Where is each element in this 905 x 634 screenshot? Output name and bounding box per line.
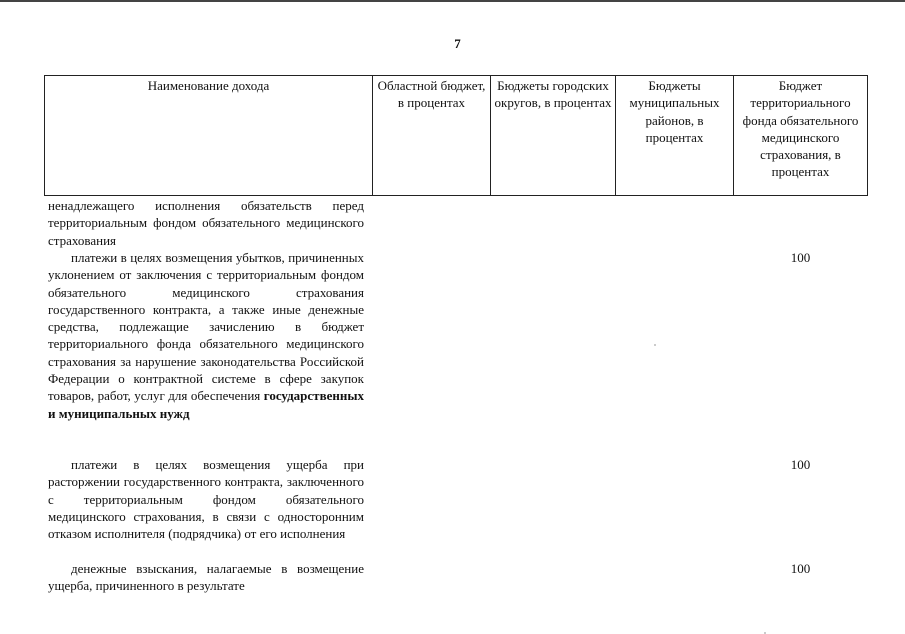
revenue-row-text: денежные взыскания, налагаемые в возмещение ущерба, причиненного в результате: [48, 561, 364, 594]
header-row: [45, 76, 868, 196]
column-header-regional-budget: Областной бюджет, в процентах: [373, 76, 491, 196]
revenue-table-header: [44, 75, 868, 196]
page-number: 7: [454, 36, 461, 51]
revenue-row-text: платежи в целях возмещения ущерба при расторжении государственного контракта, заключенного с территориальным фондом обязательного медицинского страхования, в связи с односторонним отказом исполнителя (подрядчика) от его исполнения: [48, 457, 364, 542]
revenue-row-continuation: [48, 197, 364, 249]
revenue-row-bold-tail: государственных и муниципальных нужд: [48, 388, 364, 421]
revenue-row-contract-evasion: [48, 249, 364, 422]
revenue-row-text: ненадлежащего исполнения обязательств перед территориальным фондом обязательного медицинского страхования: [48, 198, 364, 248]
column-header-municipal-districts: Бюджеты муниципальных районов, в процентах: [616, 76, 734, 196]
column-header-revenue-name: Наименование дохода: [45, 76, 373, 196]
tfoms-percent-cell: 100: [790, 457, 811, 472]
revenue-row-text: платежи в целях возмещения убытков, причиненных уклонением от заключения с территориальным фондом обязательного медицинского страхования государственного контракта, а также иные денежные средства, подлежащие зачислению в бюджет территориального фонда обязательного медицинского страхования за нарушение законодательства Российской Федерации о контрактной системе в сфере закупок товаров, работ, услуг для обеспечения: [48, 250, 364, 404]
page-top-border: [0, 0, 905, 2]
revenue-row-contract-termination: [48, 456, 364, 542]
column-header-tfoms-budget: Бюджет территориального фонда обязательного медицинского страхования, в процентах: [734, 76, 868, 196]
revenue-row-damage-penalties: [48, 560, 364, 595]
tfoms-percent-cell: 100: [790, 561, 811, 576]
column-header-city-districts: Бюджеты городских округов, в процентах: [491, 76, 616, 196]
scan-speck: [654, 344, 656, 346]
tfoms-percent-cell: 100: [790, 250, 811, 265]
